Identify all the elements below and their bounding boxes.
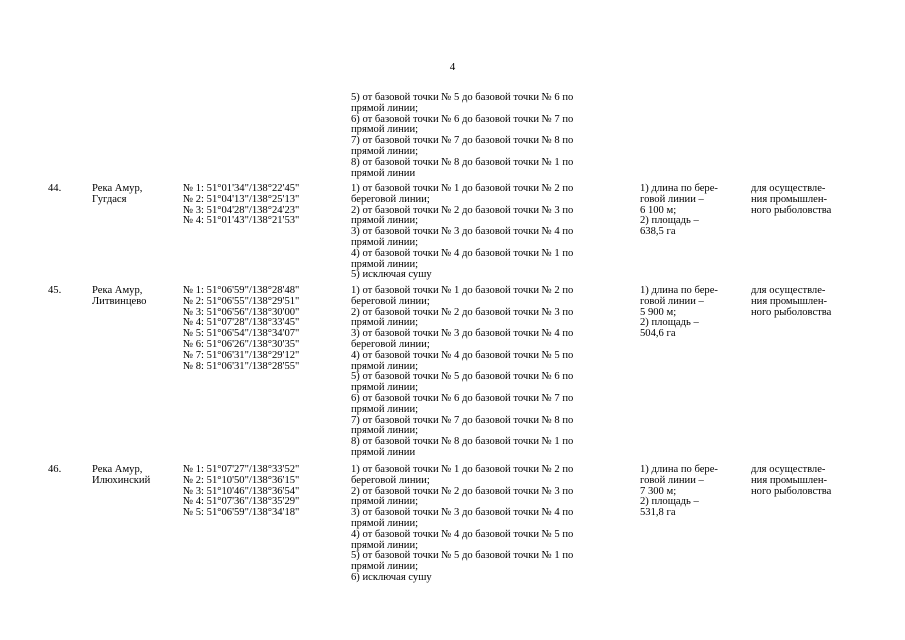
description-line: береговой линии; xyxy=(351,474,430,486)
base-point: № 7: 51°06'31"/138°29'12" xyxy=(183,349,300,361)
description-line: прямой линии xyxy=(351,446,416,458)
size-line: 1) длина по бере- xyxy=(640,464,718,475)
size-line: 1) длина по бере- xyxy=(640,285,718,296)
size-line: 638,5 га xyxy=(640,226,676,238)
size-line: 2) площадь – xyxy=(640,215,699,227)
site-name xyxy=(92,465,150,487)
site-name-line: Река Амур, xyxy=(92,285,143,296)
base-point: № 1: 51°06'59"/138°28'48" xyxy=(183,285,300,296)
description-line: прямой линии; xyxy=(351,382,419,394)
site-name xyxy=(92,184,142,206)
row-number: 46. xyxy=(48,464,62,475)
base-point: № 4: 51°01'43"/138°21'53" xyxy=(183,215,300,227)
description-line: 3) от базовой точки № 3 до базовой точки № 4 по xyxy=(351,328,574,340)
purpose-line: ного рыболовства xyxy=(751,306,832,318)
purpose-line: ного рыболовства xyxy=(751,485,832,497)
description-line: 5) исключая сушу xyxy=(351,269,432,281)
base-point: № 5: 51°06'59"/138°34'18" xyxy=(183,507,300,519)
size-line: 7 300 м; xyxy=(640,485,677,497)
description-line: 5) от базовой точки № 5 до базовой точки № 6 по xyxy=(351,92,574,103)
description-line: 1) от базовой точки № 1 до базовой точки № 2 по xyxy=(351,183,574,194)
description-line: 6) от базовой точки № 6 до базовой точки № 7 по xyxy=(351,392,574,404)
description-line: 2) от базовой точки № 2 до базовой точки № 3 по xyxy=(351,485,574,497)
base-point: № 3: 51°04'28"/138°24'23" xyxy=(183,204,300,216)
site-name-line: Река Амур, xyxy=(92,464,143,475)
size-line: 1) длина по бере- xyxy=(640,183,718,194)
purpose-line: для осуществле- xyxy=(751,285,826,296)
description-line: прямой линии; xyxy=(351,360,419,372)
base-point: № 1: 51°01'34"/138°22'45" xyxy=(183,183,300,194)
purpose-line: ния промышлен- xyxy=(751,474,828,486)
description-line: 5) от базовой точки № 5 до базовой точки № 6 по xyxy=(351,371,574,383)
description-line: прямой линии; xyxy=(351,124,419,136)
base-points xyxy=(183,184,299,227)
continued-boundary-description xyxy=(351,93,573,179)
size-line: говой линии – xyxy=(640,193,704,205)
description-line: прямой линии; xyxy=(351,236,419,248)
description-line: прямой линии; xyxy=(351,496,419,508)
base-point: № 2: 51°04'13"/138°25'13" xyxy=(183,193,300,205)
area-size xyxy=(640,465,718,519)
purpose xyxy=(751,465,831,497)
site-name xyxy=(92,286,146,308)
description-line: 7) от базовой точки № 7 до базовой точки № 8 по xyxy=(351,135,574,147)
description-line: прямой линии; xyxy=(351,403,419,415)
description-line: прямой линии; xyxy=(351,517,419,529)
purpose-line: ния промышлен- xyxy=(751,295,828,307)
description-line: прямой линии; xyxy=(351,258,419,270)
row-number: 45. xyxy=(48,285,62,296)
purpose-line: для осуществле- xyxy=(751,183,826,194)
base-point: № 6: 51°06'26"/138°30'35" xyxy=(183,338,300,350)
purpose-line: для осуществле- xyxy=(751,464,826,475)
base-point: № 3: 51°06'56"/138°30'00" xyxy=(183,306,300,318)
size-line: 531,8 га xyxy=(640,507,676,519)
boundary-description xyxy=(351,286,573,459)
size-line: 6 100 м; xyxy=(640,204,677,216)
size-line: 2) площадь – xyxy=(640,317,699,329)
description-line: 6) от базовой точки № 6 до базовой точки № 7 по xyxy=(351,113,574,125)
description-line: 8) от базовой точки № 8 до базовой точки № 1 по xyxy=(351,436,574,448)
description-line: 4) от базовой точки № 4 до базовой точки № 1 по xyxy=(351,247,574,259)
description-line: прямой линии xyxy=(351,167,416,179)
description-line: прямой линии; xyxy=(351,145,419,157)
description-line: береговой линии; xyxy=(351,338,430,350)
site-name-line: Гугдася xyxy=(92,193,127,205)
base-points xyxy=(183,286,299,372)
description-line: 1) от базовой точки № 1 до базовой точки № 2 по xyxy=(351,464,574,475)
base-point: № 2: 51°10'50"/138°36'15" xyxy=(183,474,300,486)
area-size xyxy=(640,184,718,238)
site-name-line: Литвинцево xyxy=(92,295,147,307)
description-line: 1) от базовой точки № 1 до базовой точки № 2 по xyxy=(351,285,574,296)
description-line: 6) исключая сушу xyxy=(351,571,432,583)
description-line: прямой линии; xyxy=(351,539,419,551)
description-line: 2) от базовой точки № 2 до базовой точки № 3 по xyxy=(351,306,574,318)
page-number: 4 xyxy=(449,61,456,73)
base-point: № 3: 51°10'46"/138°36'54" xyxy=(183,485,300,497)
description-line: прямой линии; xyxy=(351,561,419,573)
site-name-line: Река Амур, xyxy=(92,183,143,194)
boundary-description xyxy=(351,465,573,584)
description-line: 2) от базовой точки № 2 до базовой точки № 3 по xyxy=(351,204,574,216)
base-point: № 1: 51°07'27"/138°33'52" xyxy=(183,464,300,475)
description-line: 7) от базовой точки № 7 до базовой точки № 8 по xyxy=(351,414,574,426)
size-line: 504,6 га xyxy=(640,328,676,340)
area-size xyxy=(640,286,718,340)
base-point: № 4: 51°07'36"/138°35'29" xyxy=(183,496,300,508)
boundary-description xyxy=(351,184,573,281)
base-point: № 4: 51°07'28"/138°33'45" xyxy=(183,317,300,329)
base-point: № 8: 51°06'31"/138°28'55" xyxy=(183,360,300,372)
purpose-line: ния промышлен- xyxy=(751,193,828,205)
description-line: прямой линии; xyxy=(351,425,419,437)
size-line: 2) площадь – xyxy=(640,496,699,508)
description-line: прямой линии; xyxy=(351,317,419,329)
description-line: 5) от базовой точки № 5 до базовой точки № 1 по xyxy=(351,550,574,562)
description-line: 4) от базовой точки № 4 до базовой точки № 5 по xyxy=(351,349,574,361)
description-line: 3) от базовой точки № 3 до базовой точки № 4 по xyxy=(351,507,574,519)
base-point: № 2: 51°06'55"/138°29'51" xyxy=(183,295,300,307)
description-line: прямой линии; xyxy=(351,215,419,227)
description-line: береговой линии; xyxy=(351,295,430,307)
size-line: говой линии – xyxy=(640,295,704,307)
purpose-line: ного рыболовства xyxy=(751,204,832,216)
purpose xyxy=(751,286,831,318)
description-line: береговой линии; xyxy=(351,193,430,205)
description-line: 3) от базовой точки № 3 до базовой точки № 4 по xyxy=(351,226,574,238)
base-point: № 5: 51°06'54"/138°34'07" xyxy=(183,328,300,340)
base-points xyxy=(183,465,299,519)
description-line: прямой линии; xyxy=(351,102,419,114)
description-line: 4) от базовой точки № 4 до базовой точки № 5 по xyxy=(351,528,574,540)
site-name-line: Илюхинский xyxy=(92,474,151,486)
size-line: 5 900 м; xyxy=(640,306,677,318)
size-line: говой линии – xyxy=(640,474,704,486)
purpose xyxy=(751,184,831,216)
description-line: 8) от базовой точки № 8 до базовой точки № 1 по xyxy=(351,156,574,168)
row-number: 44. xyxy=(48,183,62,194)
